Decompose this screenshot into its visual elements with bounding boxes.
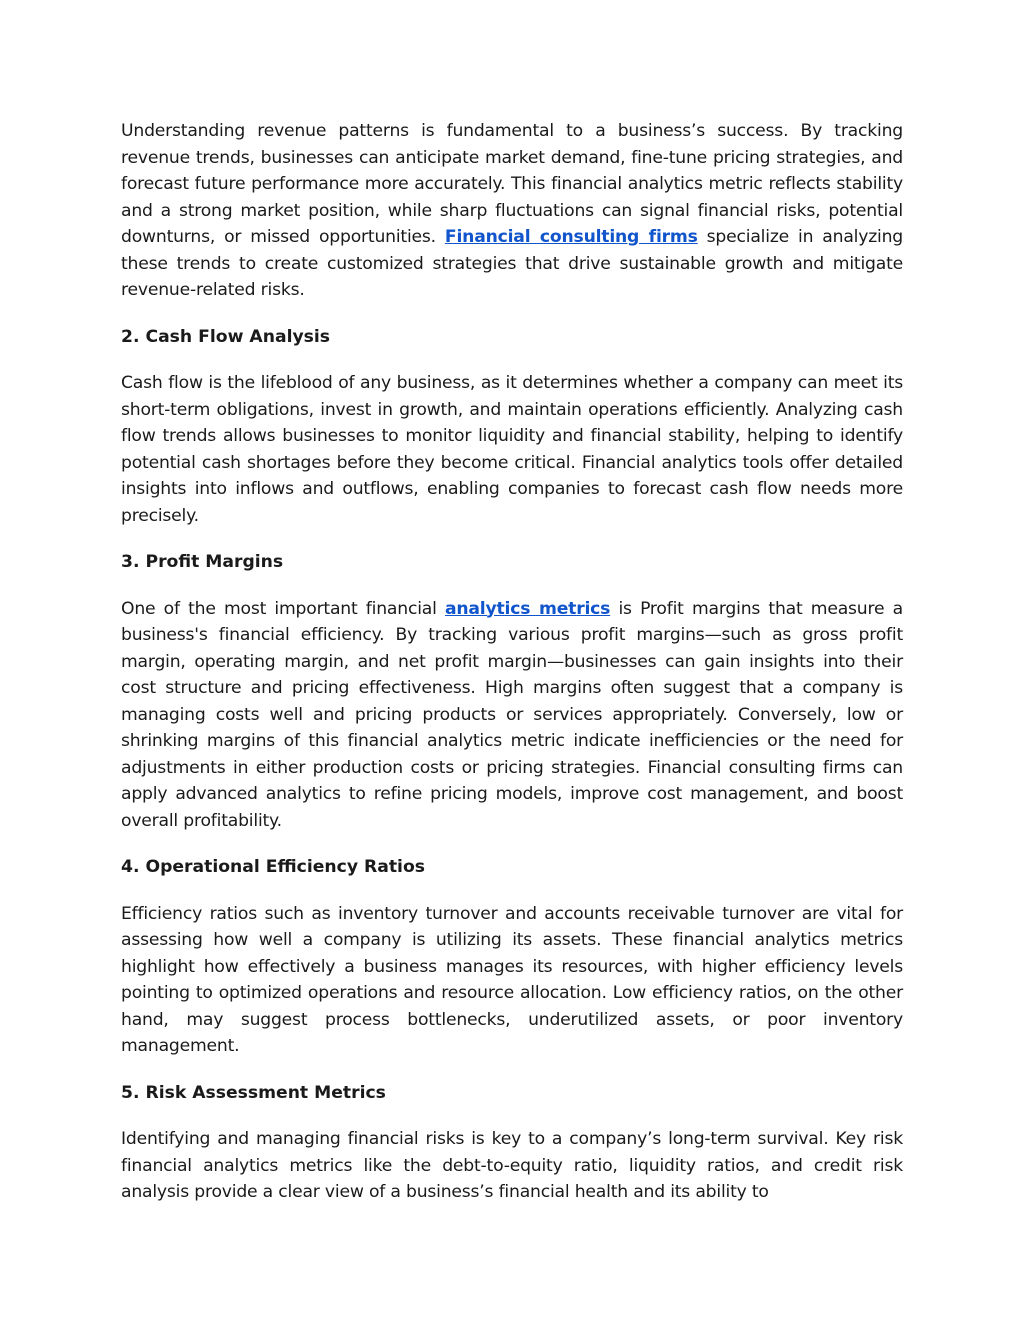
- profit-margins-paragraph: [121, 596, 903, 835]
- financial-consulting-firms-link[interactable]: Financial consulting firms: [444, 227, 698, 247]
- profit-margins-text-before-link: One of the most important financial: [121, 598, 445, 619]
- cash-flow-heading: 2. Cash Flow Analysis: [121, 326, 331, 347]
- intro-text-after-link: specialize in analyzing these trends to create customized strategies that drive sustainable growth and mitigate revenue-related risks.: [121, 227, 903, 300]
- intro-paragraph: [121, 118, 903, 304]
- analytics-metrics-link[interactable]: analytics metrics: [444, 598, 611, 619]
- intro-text-before-link: Understanding revenue patterns is fundamental to a business’s success. By tracking revenue trends, businesses can anticipate market demand, fine-tune pricing strategies, and forecast future performance more accurately. This financial analytics metric reflects stability and a strong market position, while sharp fluctuations can signal financial risks, potential downturns, or missed opportunities.: [121, 121, 903, 247]
- operational-efficiency-paragraph: Efficiency ratios such as inventory turnover and accounts receivable turnover are vital for assessing how well a company is utilizing its assets. These financial analytics metrics highlight how effectively a business manages its resources, with higher efficiency levels pointing to optimized operations and resource allocation. Low efficiency ratios, on the other hand, may suggest process bottlenecks, underutilized assets, or poor inventory management.: [121, 903, 903, 1056]
- document-content: [121, 118, 903, 1226]
- profit-margins-heading: 3. Profit Margins: [121, 552, 284, 572]
- operational-efficiency-heading: 4. Operational Efficiency Ratios: [121, 857, 425, 877]
- cash-flow-paragraph: Cash flow is the lifeblood of any business, as it determines whether a company can meet its short-term obligations, invest in growth, and maintain operations efficiently. Analyzing cash flow trends allows businesses to monitor liquidity and financial stability, helping to identify potential cash shortages before they become critical. Financial analytics tools offer detailed insights into inflows and outflows, enabling companies to forecast cash flow needs more precisely.: [121, 373, 903, 526]
- profit-margins-text-after-link: is Profit margins that measure a business's financial efficiency. By tracking various profit margins—such as gross profit margin, operating margin, and net profit margin—businesses can gain insights into their cost structure and pricing effectiveness. High margins often suggest that a company is managing costs well and pricing products or services appropriately. Conversely, low or shrinking margins of this financial analytics metric indicate inefficiencies or the need for adjustments in either production costs or pricing strategies. Financial consulting firms can apply advanced analytics to refine pricing models, improve cost management, and boost overall profitability.: [121, 598, 903, 831]
- risk-assessment-heading: 5. Risk Assessment Metrics: [121, 1082, 386, 1103]
- risk-assessment-paragraph: Identifying and managing financial risks is key to a company’s long-term survival. Key risk financial analytics metrics like the debt-to-equity ratio, liquidity ratios, and credit risk analysis provide a clear view of a business’s financial health and its ability to: [121, 1129, 903, 1202]
